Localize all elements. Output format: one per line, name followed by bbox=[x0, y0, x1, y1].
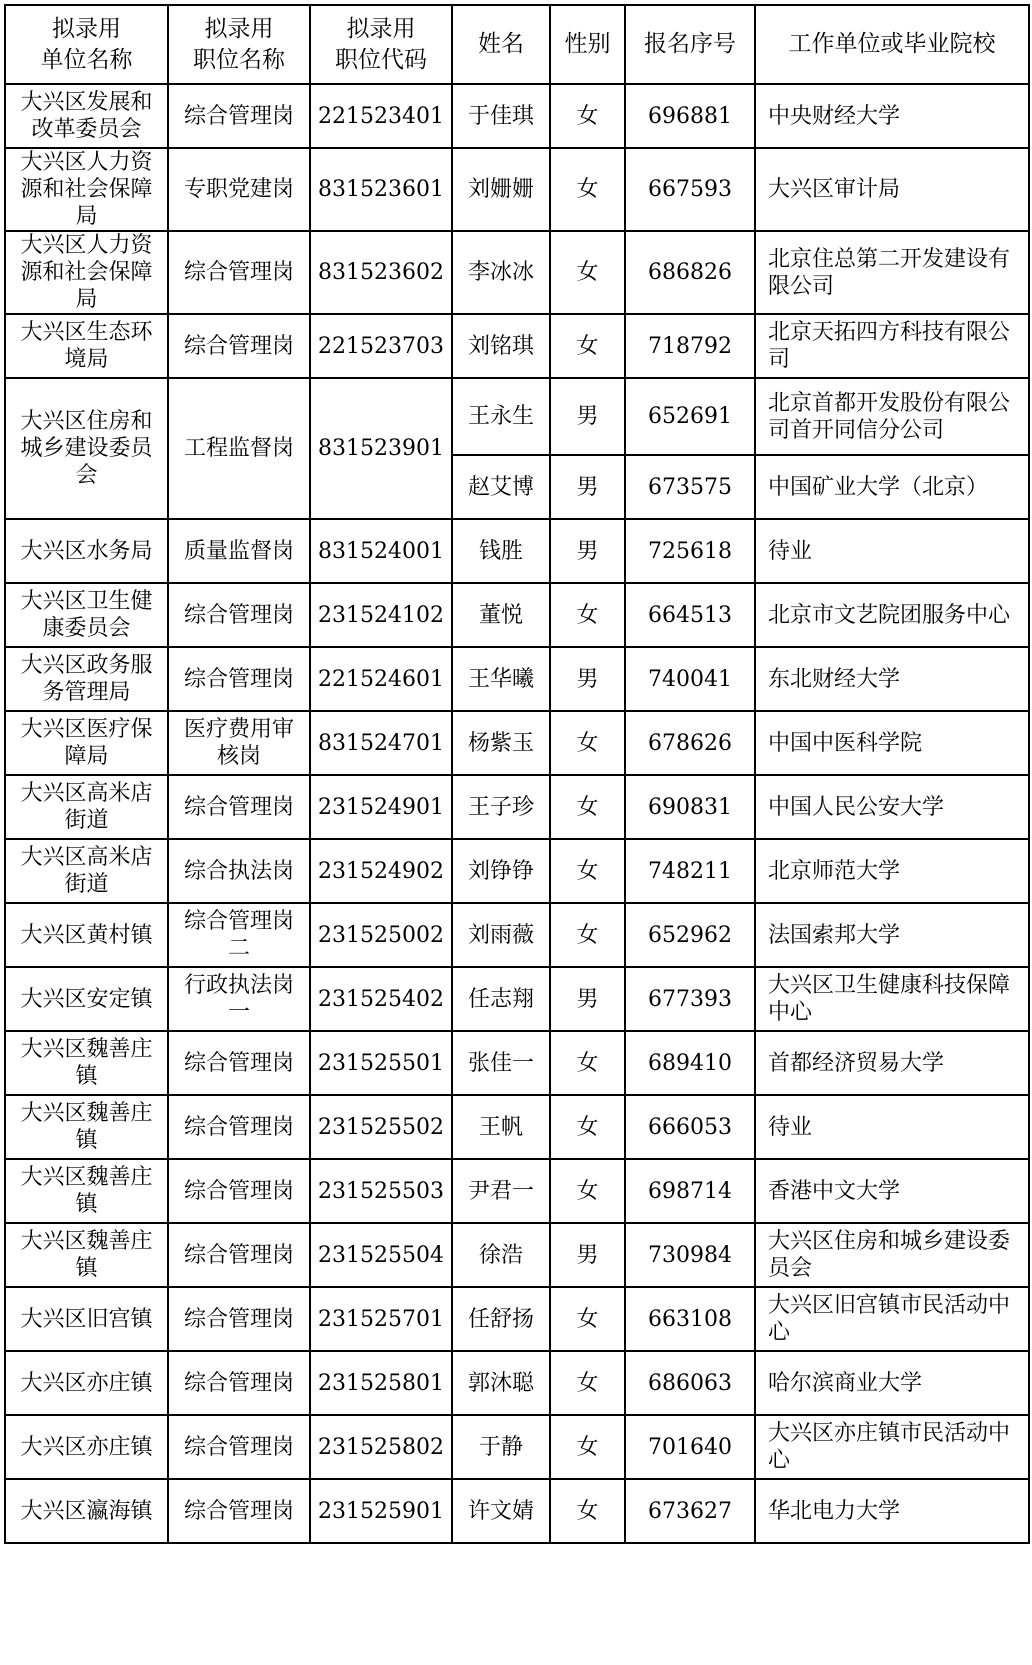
unit-cell: 大兴区亦庄镇 bbox=[5, 1351, 168, 1415]
name-cell: 张佳一 bbox=[452, 1031, 550, 1095]
table-row bbox=[5, 1031, 1029, 1095]
table-row bbox=[5, 1159, 1029, 1223]
unit-cell: 大兴区医疗保障局 bbox=[5, 711, 168, 775]
position-code-cell: 231525901 bbox=[310, 1479, 452, 1543]
name-cell: 王帆 bbox=[452, 1095, 550, 1159]
name-cell: 刘铮铮 bbox=[452, 839, 550, 903]
gender-cell: 男 bbox=[550, 1223, 625, 1287]
school-cell: 大兴区旧宫镇市民活动中心 bbox=[755, 1287, 1029, 1351]
position-cell: 综合管理岗 bbox=[168, 1415, 310, 1479]
school-cell: 东北财经大学 bbox=[755, 647, 1029, 711]
position-cell: 工程监督岗 bbox=[168, 378, 310, 519]
position-code-cell: 831523602 bbox=[310, 231, 452, 314]
position-cell: 综合管理岗二 bbox=[168, 903, 310, 967]
school-cell: 中国矿业大学（北京） bbox=[755, 455, 1029, 519]
position-cell: 综合管理岗 bbox=[168, 1223, 310, 1287]
position-cell: 综合管理岗 bbox=[168, 1351, 310, 1415]
position-cell: 综合管理岗 bbox=[168, 1479, 310, 1543]
position-cell: 综合管理岗 bbox=[168, 775, 310, 839]
school-cell: 北京市文艺院团服务中心 bbox=[755, 583, 1029, 647]
reg-no-cell: 678626 bbox=[625, 711, 755, 775]
school-cell: 香港中文大学 bbox=[755, 1159, 1029, 1223]
position-cell: 综合管理岗 bbox=[168, 647, 310, 711]
name-cell: 尹君一 bbox=[452, 1159, 550, 1223]
header-name: 姓名 bbox=[452, 5, 550, 84]
name-cell: 刘铭琪 bbox=[452, 314, 550, 378]
unit-cell: 大兴区魏善庄镇 bbox=[5, 1031, 168, 1095]
position-cell: 综合执法岗 bbox=[168, 839, 310, 903]
name-cell: 李冰冰 bbox=[452, 231, 550, 314]
school-cell: 待业 bbox=[755, 1095, 1029, 1159]
position-code-cell: 221524601 bbox=[310, 647, 452, 711]
reg-no-cell: 664513 bbox=[625, 583, 755, 647]
school-cell: 哈尔滨商业大学 bbox=[755, 1351, 1029, 1415]
position-cell: 综合管理岗 bbox=[168, 583, 310, 647]
position-code-cell: 231525802 bbox=[310, 1415, 452, 1479]
school-cell: 北京住总第二开发建设有限公司 bbox=[755, 231, 1029, 314]
reg-no-cell: 663108 bbox=[625, 1287, 755, 1351]
reg-no-cell: 673627 bbox=[625, 1479, 755, 1543]
reg-no-cell: 698714 bbox=[625, 1159, 755, 1223]
unit-cell: 大兴区生态环境局 bbox=[5, 314, 168, 378]
table-row bbox=[5, 231, 1029, 314]
reg-no-cell: 686063 bbox=[625, 1351, 755, 1415]
unit-cell: 大兴区政务服务管理局 bbox=[5, 647, 168, 711]
gender-cell: 男 bbox=[550, 455, 625, 519]
school-cell: 北京天拓四方科技有限公司 bbox=[755, 314, 1029, 378]
gender-cell: 女 bbox=[550, 84, 625, 148]
name-cell: 于佳琪 bbox=[452, 84, 550, 148]
gender-cell: 女 bbox=[550, 148, 625, 231]
position-code-cell: 231525504 bbox=[310, 1223, 452, 1287]
gender-cell: 女 bbox=[550, 1479, 625, 1543]
name-cell: 刘姗姗 bbox=[452, 148, 550, 231]
position-cell: 综合管理岗 bbox=[168, 84, 310, 148]
position-cell: 综合管理岗 bbox=[168, 314, 310, 378]
gender-cell: 女 bbox=[550, 583, 625, 647]
gender-cell: 女 bbox=[550, 1415, 625, 1479]
table-row bbox=[5, 903, 1029, 967]
unit-cell: 大兴区魏善庄镇 bbox=[5, 1095, 168, 1159]
candidate-roster-table bbox=[4, 4, 1030, 1544]
reg-no-cell: 696881 bbox=[625, 84, 755, 148]
header-unit-name: 拟录用 单位名称 bbox=[5, 5, 168, 84]
reg-no-cell: 730984 bbox=[625, 1223, 755, 1287]
position-code-cell: 231524902 bbox=[310, 839, 452, 903]
school-cell: 大兴区亦庄镇市民活动中心 bbox=[755, 1415, 1029, 1479]
position-cell: 专职党建岗 bbox=[168, 148, 310, 231]
school-cell: 中国中医科学院 bbox=[755, 711, 1029, 775]
table-row bbox=[5, 1479, 1029, 1543]
name-cell: 王永生 bbox=[452, 378, 550, 455]
name-cell: 徐浩 bbox=[452, 1223, 550, 1287]
reg-no-cell: 652962 bbox=[625, 903, 755, 967]
position-code-cell: 231524102 bbox=[310, 583, 452, 647]
unit-cell: 大兴区魏善庄镇 bbox=[5, 1159, 168, 1223]
position-cell: 医疗费用审核岗 bbox=[168, 711, 310, 775]
reg-no-cell: 689410 bbox=[625, 1031, 755, 1095]
gender-cell: 女 bbox=[550, 711, 625, 775]
unit-cell: 大兴区亦庄镇 bbox=[5, 1415, 168, 1479]
position-code-cell: 231525701 bbox=[310, 1287, 452, 1351]
table-row bbox=[5, 1287, 1029, 1351]
unit-cell: 大兴区人力资源和社会保障局 bbox=[5, 231, 168, 314]
table-row bbox=[5, 583, 1029, 647]
school-cell: 中国人民公安大学 bbox=[755, 775, 1029, 839]
unit-cell: 大兴区水务局 bbox=[5, 519, 168, 583]
gender-cell: 女 bbox=[550, 1031, 625, 1095]
position-code-cell: 231525501 bbox=[310, 1031, 452, 1095]
table-row bbox=[5, 148, 1029, 231]
reg-no-cell: 748211 bbox=[625, 839, 755, 903]
table-row bbox=[5, 1351, 1029, 1415]
name-cell: 于静 bbox=[452, 1415, 550, 1479]
position-cell: 综合管理岗 bbox=[168, 1031, 310, 1095]
position-code-cell: 831524001 bbox=[310, 519, 452, 583]
gender-cell: 男 bbox=[550, 378, 625, 455]
position-code-cell: 231525502 bbox=[310, 1095, 452, 1159]
reg-no-cell: 740041 bbox=[625, 647, 755, 711]
table-row bbox=[5, 84, 1029, 148]
gender-cell: 女 bbox=[550, 839, 625, 903]
position-cell: 综合管理岗 bbox=[168, 1095, 310, 1159]
gender-cell: 女 bbox=[550, 231, 625, 314]
unit-cell: 大兴区旧宫镇 bbox=[5, 1287, 168, 1351]
name-cell: 任舒扬 bbox=[452, 1287, 550, 1351]
reg-no-cell: 652691 bbox=[625, 378, 755, 455]
table-header-row bbox=[5, 5, 1029, 84]
gender-cell: 男 bbox=[550, 967, 625, 1031]
school-cell: 北京师范大学 bbox=[755, 839, 1029, 903]
name-cell: 郭沐聪 bbox=[452, 1351, 550, 1415]
unit-cell: 大兴区发展和改革委员会 bbox=[5, 84, 168, 148]
name-cell: 任志翔 bbox=[452, 967, 550, 1031]
name-cell: 刘雨薇 bbox=[452, 903, 550, 967]
gender-cell: 女 bbox=[550, 1095, 625, 1159]
table-row bbox=[5, 1415, 1029, 1479]
name-cell: 王华曦 bbox=[452, 647, 550, 711]
position-code-cell: 221523703 bbox=[310, 314, 452, 378]
gender-cell: 男 bbox=[550, 519, 625, 583]
name-cell: 杨紫玉 bbox=[452, 711, 550, 775]
header-reg-no: 报名序号 bbox=[625, 5, 755, 84]
school-cell: 首都经济贸易大学 bbox=[755, 1031, 1029, 1095]
reg-no-cell: 667593 bbox=[625, 148, 755, 231]
gender-cell: 女 bbox=[550, 314, 625, 378]
unit-cell: 大兴区住房和城乡建设委员会 bbox=[5, 378, 168, 519]
school-cell: 华北电力大学 bbox=[755, 1479, 1029, 1543]
reg-no-cell: 725618 bbox=[625, 519, 755, 583]
table-row bbox=[5, 378, 1029, 455]
name-cell: 钱胜 bbox=[452, 519, 550, 583]
position-code-cell: 231525801 bbox=[310, 1351, 452, 1415]
school-cell: 大兴区卫生健康科技保障中心 bbox=[755, 967, 1029, 1031]
position-cell: 综合管理岗 bbox=[168, 1287, 310, 1351]
reg-no-cell: 677393 bbox=[625, 967, 755, 1031]
reg-no-cell: 690831 bbox=[625, 775, 755, 839]
reg-no-cell: 686826 bbox=[625, 231, 755, 314]
school-cell: 大兴区住房和城乡建设委员会 bbox=[755, 1223, 1029, 1287]
table-row bbox=[5, 1223, 1029, 1287]
reg-no-cell: 718792 bbox=[625, 314, 755, 378]
unit-cell: 大兴区魏善庄镇 bbox=[5, 1223, 168, 1287]
position-code-cell: 231525402 bbox=[310, 967, 452, 1031]
header-position-code: 拟录用 职位代码 bbox=[310, 5, 452, 84]
position-code-cell: 831523601 bbox=[310, 148, 452, 231]
reg-no-cell: 666053 bbox=[625, 1095, 755, 1159]
header-school: 工作单位或毕业院校 bbox=[755, 5, 1029, 84]
gender-cell: 女 bbox=[550, 1159, 625, 1223]
position-code-cell: 221523401 bbox=[310, 84, 452, 148]
gender-cell: 男 bbox=[550, 647, 625, 711]
position-cell: 行政执法岗一 bbox=[168, 967, 310, 1031]
table-row bbox=[5, 314, 1029, 378]
table-body bbox=[5, 84, 1029, 1543]
unit-cell: 大兴区高米店街道 bbox=[5, 839, 168, 903]
table-row bbox=[5, 775, 1029, 839]
unit-cell: 大兴区瀛海镇 bbox=[5, 1479, 168, 1543]
table-row bbox=[5, 647, 1029, 711]
table-row bbox=[5, 967, 1029, 1031]
table-row bbox=[5, 519, 1029, 583]
name-cell: 许文婧 bbox=[452, 1479, 550, 1543]
unit-cell: 大兴区人力资源和社会保障局 bbox=[5, 148, 168, 231]
gender-cell: 女 bbox=[550, 1351, 625, 1415]
name-cell: 赵艾博 bbox=[452, 455, 550, 519]
gender-cell: 女 bbox=[550, 775, 625, 839]
reg-no-cell: 701640 bbox=[625, 1415, 755, 1479]
school-cell: 北京首都开发股份有限公司首开同信分公司 bbox=[755, 378, 1029, 455]
name-cell: 董悦 bbox=[452, 583, 550, 647]
position-code-cell: 231524901 bbox=[310, 775, 452, 839]
position-cell: 综合管理岗 bbox=[168, 1159, 310, 1223]
name-cell: 王子珍 bbox=[452, 775, 550, 839]
position-code-cell: 831524701 bbox=[310, 711, 452, 775]
school-cell: 大兴区审计局 bbox=[755, 148, 1029, 231]
gender-cell: 女 bbox=[550, 1287, 625, 1351]
school-cell: 法国索邦大学 bbox=[755, 903, 1029, 967]
position-cell: 质量监督岗 bbox=[168, 519, 310, 583]
position-code-cell: 231525002 bbox=[310, 903, 452, 967]
gender-cell: 女 bbox=[550, 903, 625, 967]
table-row bbox=[5, 711, 1029, 775]
table-row bbox=[5, 1095, 1029, 1159]
school-cell: 中央财经大学 bbox=[755, 84, 1029, 148]
school-cell: 待业 bbox=[755, 519, 1029, 583]
position-code-cell: 231525503 bbox=[310, 1159, 452, 1223]
unit-cell: 大兴区黄村镇 bbox=[5, 903, 168, 967]
table-row bbox=[5, 839, 1029, 903]
reg-no-cell: 673575 bbox=[625, 455, 755, 519]
header-position-name: 拟录用 职位名称 bbox=[168, 5, 310, 84]
header-gender: 性别 bbox=[550, 5, 625, 84]
position-code-cell: 831523901 bbox=[310, 378, 452, 519]
position-cell: 综合管理岗 bbox=[168, 231, 310, 314]
unit-cell: 大兴区高米店街道 bbox=[5, 775, 168, 839]
unit-cell: 大兴区安定镇 bbox=[5, 967, 168, 1031]
unit-cell: 大兴区卫生健康委员会 bbox=[5, 583, 168, 647]
